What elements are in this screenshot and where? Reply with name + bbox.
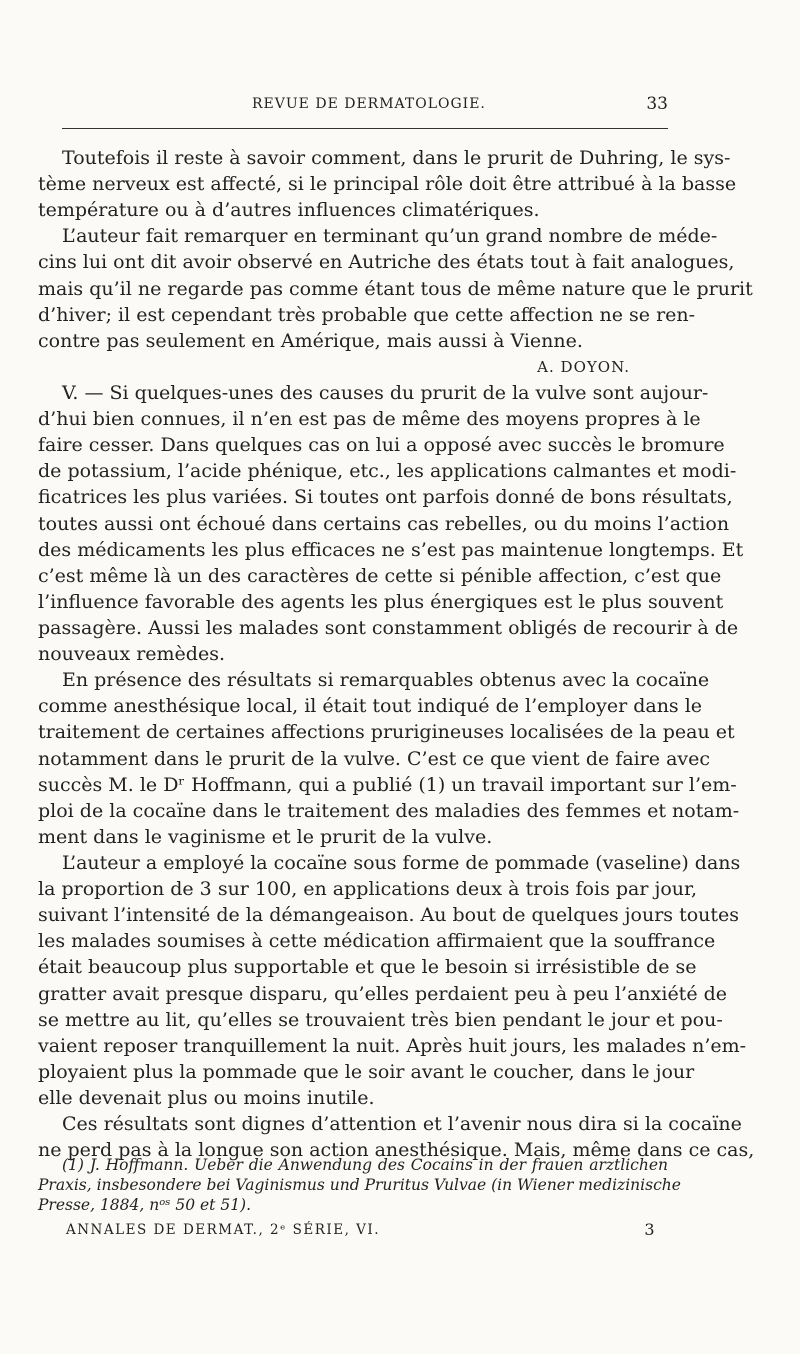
text-line: toutes aussi ont échoué dans certains cas rebelles, ou du moins l’action bbox=[38, 512, 730, 535]
footnote-line: Presse, 1884, nᵒˢ 50 et 51). bbox=[38, 1196, 252, 1214]
text-line: ment dans le vaginisme et le prurit de la vulve. bbox=[38, 825, 493, 848]
text-line: succès M. le Dʳ Hoffmann, qui a publié (1) un travail important sur l’em- bbox=[38, 773, 737, 796]
signature-mark: ANNALES DE DERMAT., 2ᵉ SÉRIE, VI. bbox=[66, 1222, 381, 1238]
text-line: En présence des résultats si remarquables obtenus avec la cocaïne bbox=[62, 669, 710, 692]
text-line: L’auteur fait remarquer en terminant qu’un grand nombre de méde- bbox=[62, 225, 718, 248]
text-line: des médicaments les plus efficaces ne s’est pas maintenue longtemps. Et bbox=[38, 538, 744, 561]
text-line: passagère. Aussi les malades sont constamment obligés de recourir à de bbox=[38, 616, 739, 639]
page-footer bbox=[66, 1222, 656, 1242]
text-line: traitement de certaines affections prurigineuses localisées de la peau et bbox=[38, 721, 735, 744]
text-line: notamment dans le prurit de la vulve. C’est ce que vient de faire avec bbox=[38, 747, 711, 770]
text-line: température ou à d’autres influences climatériques. bbox=[38, 199, 540, 222]
footnote-line: (1) J. Hoffmann. Ueber die Anwendung des Cocains in der frauen arztlichen bbox=[62, 1156, 668, 1174]
text-line: de potassium, l’acide phénique, etc., les applications calmantes et modi- bbox=[38, 460, 737, 483]
text-line: gratter avait presque disparu, qu’elles perdaient peu à peu l’anxiété de bbox=[38, 982, 728, 1005]
text-line: V. — Si quelques-unes des causes du prurit de la vulve sont aujour- bbox=[62, 381, 709, 404]
page-header bbox=[62, 96, 668, 118]
running-head: REVUE DE DERMATOLOGIE. bbox=[252, 96, 486, 112]
text-line: d’hiver; il est cependant très probable que cette affection ne se ren- bbox=[38, 303, 696, 326]
text-line: la proportion de 3 sur 100, en applications deux à trois fois par jour, bbox=[38, 878, 698, 901]
text-line: les malades soumises à cette médication affirmaient que la souffrance bbox=[38, 930, 716, 953]
author-signature: A. DOYON. bbox=[537, 357, 630, 376]
text-line: L’auteur a employé la cocaïne sous forme de pommade (vaseline) dans bbox=[62, 851, 741, 874]
text-line: suivant l’intensité de la démangeaison. Au bout de quelques jours toutes bbox=[38, 904, 740, 927]
text-line: Ces résultats sont dignes d’attention et l’avenir nous dira si la cocaïne bbox=[62, 1113, 742, 1136]
sheet-number: 3 bbox=[644, 1220, 656, 1239]
page-number: 33 bbox=[646, 94, 668, 114]
text-line: elle devenait plus ou moins inutile. bbox=[38, 1086, 375, 1109]
text-line: tème nerveux est affecté, si le principal rôle doit être attribué à la basse bbox=[38, 173, 737, 196]
text-line: c’est même là un des caractères de cette si pénible affection, c’est que bbox=[38, 564, 722, 587]
text-line: l’influence favorable des agents les plus énergiques est le plus souvent bbox=[38, 590, 724, 613]
text-line: faire cesser. Dans quelques cas on lui a opposé avec succès le bromure bbox=[38, 434, 725, 457]
text-line: était beaucoup plus supportable et que le besoin si irrésistible de se bbox=[38, 956, 697, 979]
text-line: comme anesthésique local, il était tout indiqué de l’employer dans le bbox=[38, 695, 703, 718]
text-line: ficatrices les plus variées. Si toutes ont parfois donné de bons résultats, bbox=[38, 486, 733, 509]
text-line: ployaient plus la pommade que le soir avant le coucher, dans le jour bbox=[38, 1060, 695, 1083]
text-line: nouveaux remèdes. bbox=[38, 643, 225, 666]
text-line: cins lui ont dit avoir observé en Autriche des états tout à fait analogues, bbox=[38, 251, 735, 274]
text-line: se mettre au lit, qu’elles se trouvaient très bien pendant le jour et pou- bbox=[38, 1008, 723, 1031]
text-line: ploi de la cocaïne dans le traitement des maladies des femmes et notam- bbox=[38, 799, 740, 822]
text-line: Toutefois il reste à savoir comment, dans le prurit de Duhring, le sys- bbox=[62, 147, 731, 169]
header-rule bbox=[62, 128, 668, 129]
text-line: d’hui bien connues, il n’en est pas de même des moyens propres à le bbox=[38, 408, 701, 431]
text-line: contre pas seulement en Amérique, mais aussi à Vienne. bbox=[38, 329, 583, 352]
text-line: mais qu’il ne regarde pas comme étant tous de même nature que le prurit bbox=[38, 277, 753, 300]
body-text bbox=[38, 145, 755, 1163]
footnotes bbox=[38, 1155, 681, 1215]
text-line: vaient reposer tranquillement la nuit. Après huit jours, les malades n’em- bbox=[38, 1034, 747, 1057]
footnote-line: Praxis, insbesondere bei Vaginismus und Pruritus Vulvae (in Wiener medizinische bbox=[38, 1176, 681, 1194]
text-line: ne perd pas à la longue son action anesthésique. Mais, même dans ce cas, bbox=[38, 1139, 755, 1162]
